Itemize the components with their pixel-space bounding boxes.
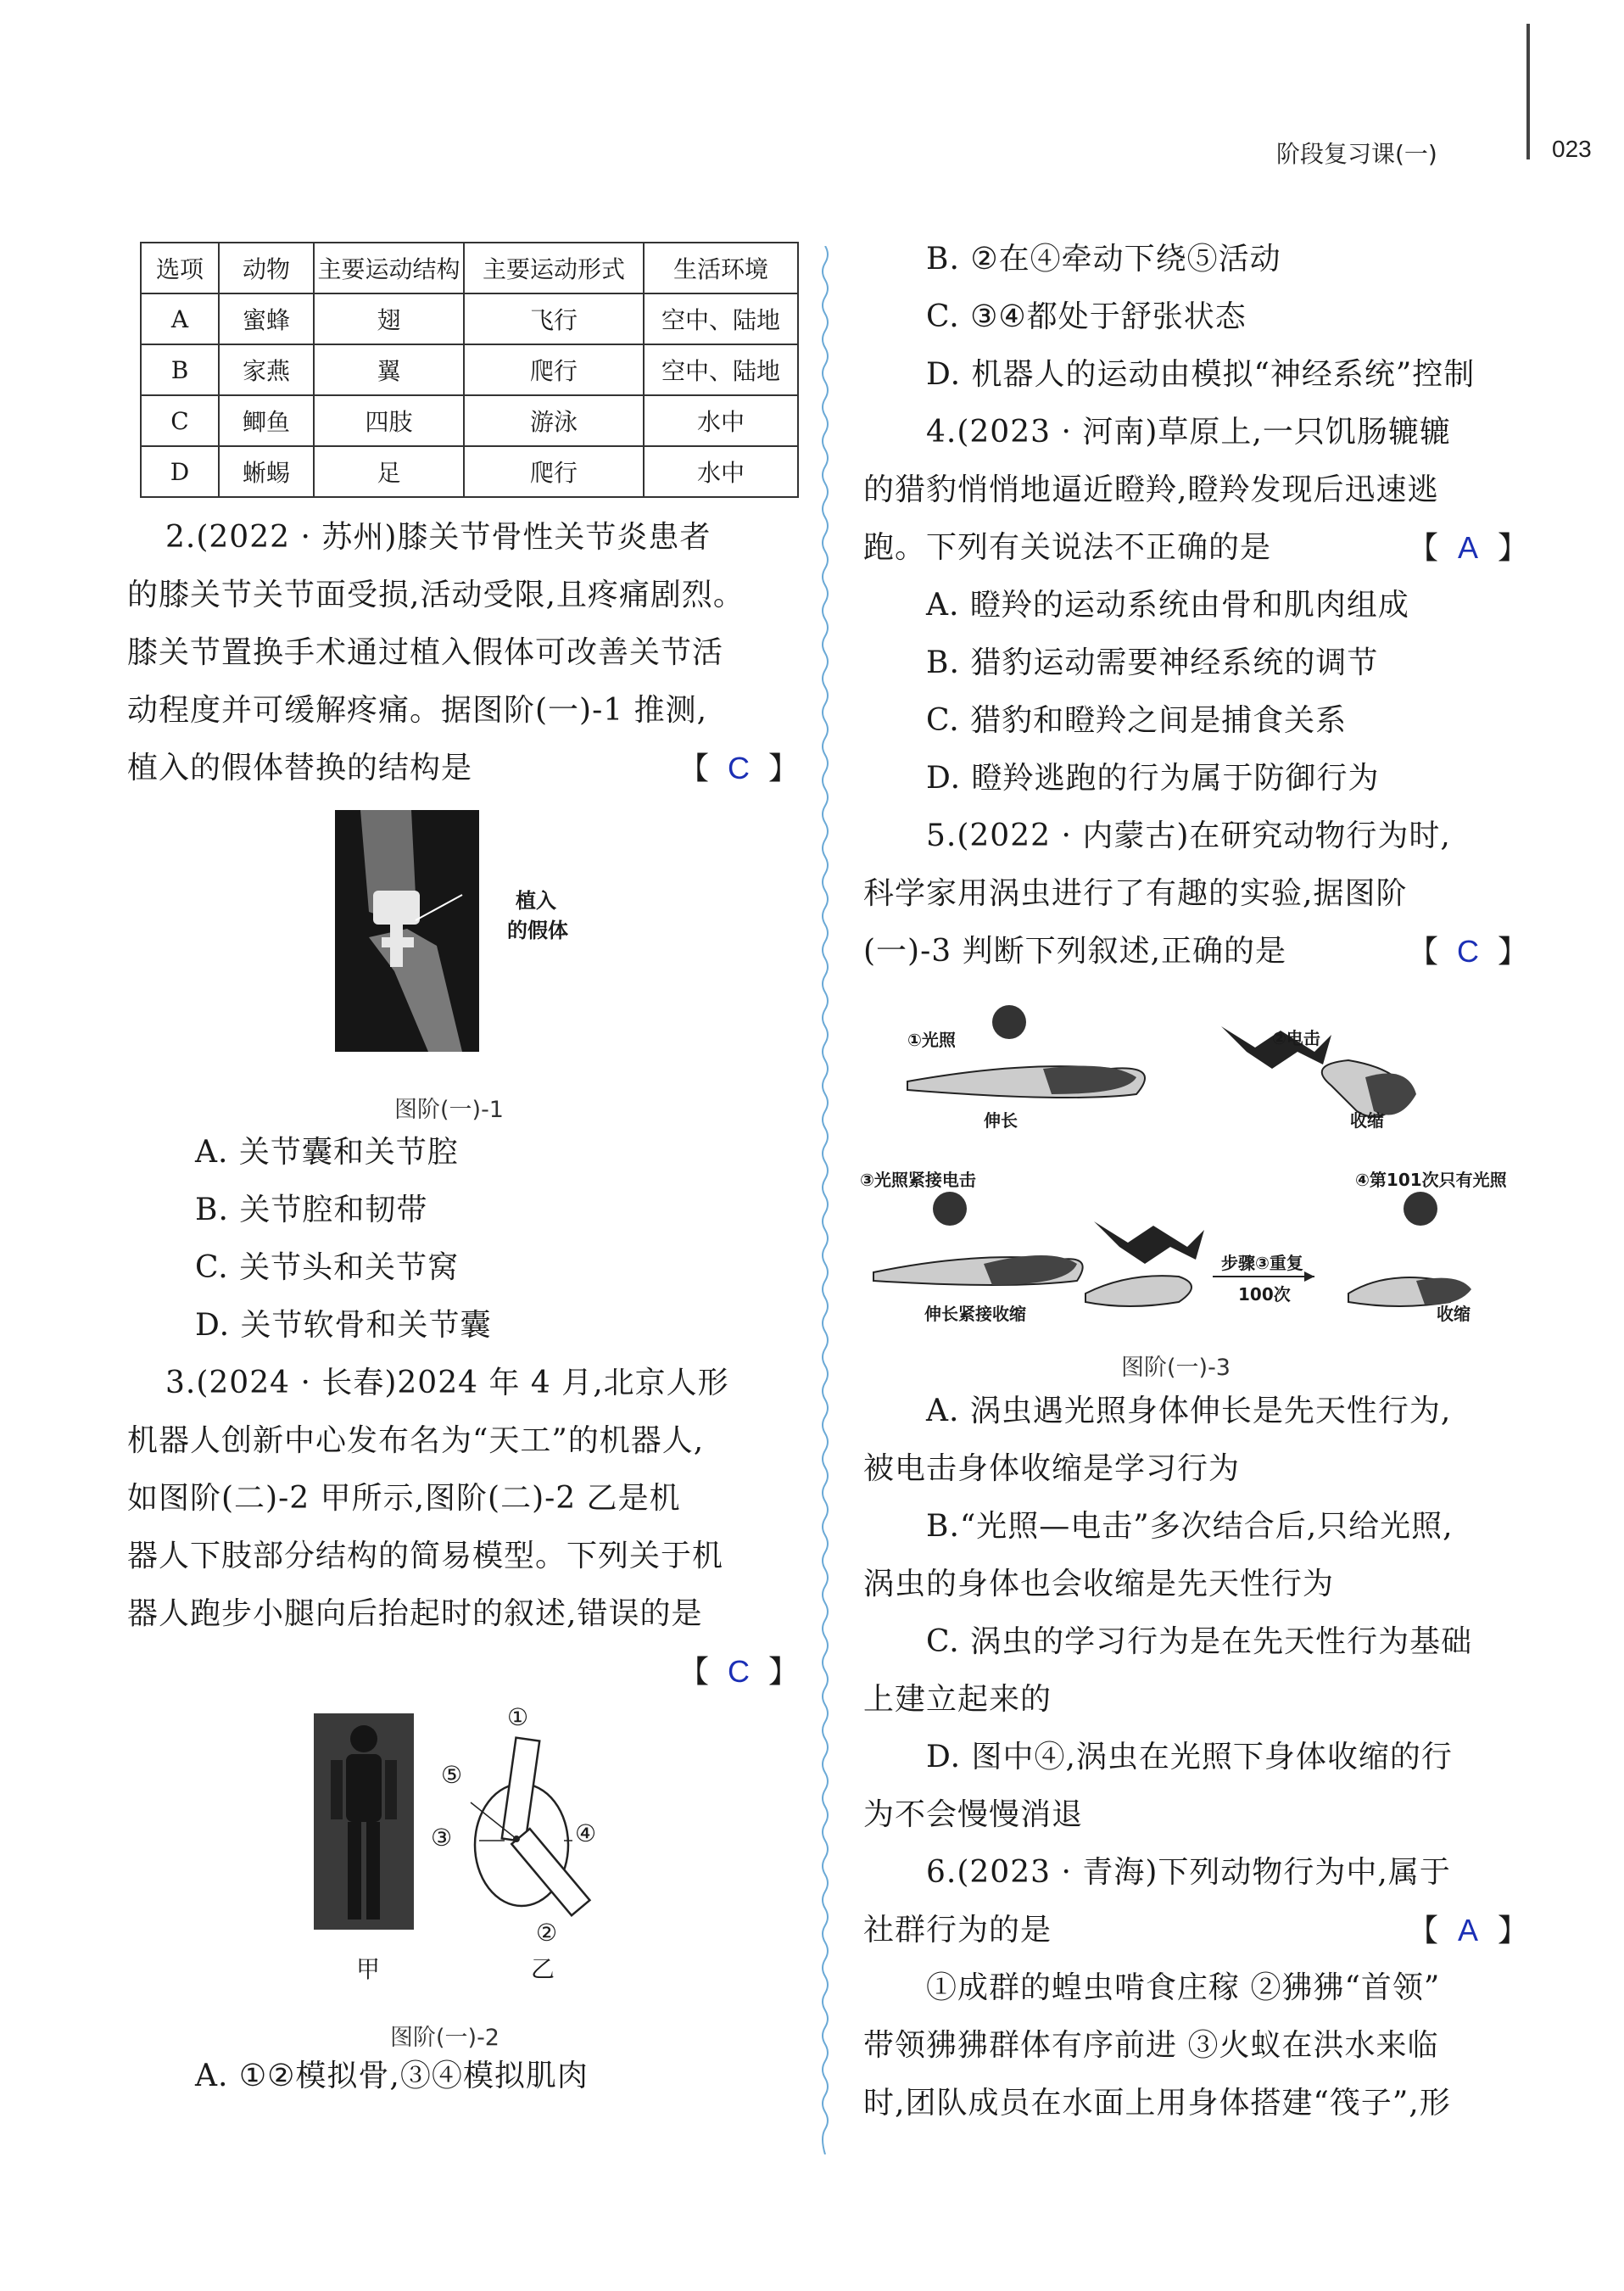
planarian-experiment-diagram: [857, 984, 1518, 1340]
q3-answer-bracket: 【 C 】: [678, 1654, 800, 1690]
q2-line: 膝关节置换手术通过植入假体可改善关节活: [127, 635, 724, 670]
q4-line: 跑。下列有关说法不正确的是: [863, 530, 1272, 565]
q2-option: B. 关节腔和韧带: [195, 1193, 428, 1227]
table-cell: 蜜蜂: [219, 293, 314, 344]
section-title: 阶段复习课(一): [1276, 140, 1437, 168]
table-header-row: [141, 243, 798, 293]
q2-line: 2.(2022 · 苏州)膝关节骨性关节炎患者: [165, 520, 712, 555]
table-header-cell: 生活环境: [644, 243, 798, 293]
q4-option: D. 瞪羚逃跑的行为属于防御行为: [926, 761, 1380, 796]
table-cell: 水中: [644, 446, 798, 497]
step-4-label: ④第101次只有光照: [1355, 1170, 1507, 1190]
q3-option: A. ①②模拟骨,③④模拟肌肉: [195, 2059, 589, 2093]
q2-answer-bracket: 【 C 】: [678, 751, 800, 786]
label-3: ③: [431, 1824, 453, 1852]
q3-option: C. ③④都处于舒张状态: [926, 299, 1247, 334]
times-label: 100次: [1238, 1284, 1291, 1305]
table-header-cell: 动物: [219, 243, 314, 293]
stretch-shrink-label: 伸长紧接收缩: [924, 1304, 1026, 1324]
table-header-cell: 选项: [141, 243, 219, 293]
table-cell: 翼: [314, 344, 464, 395]
q6-answer: A: [1458, 1913, 1479, 1947]
q5-option: 涡虫的身体也会收缩是先天性行为: [863, 1567, 1335, 1601]
q5-line: 科学家用涡虫进行了有趣的实验,据图阶: [863, 876, 1408, 911]
q2-line: 的膝关节关节面受损,活动受限,且疼痛剧烈。: [127, 578, 745, 612]
stretch-label: 伸长: [984, 1110, 1018, 1131]
figure-caption: 图阶(一)-2: [390, 2025, 499, 2051]
q4-option: A. 瞪羚的运动系统由骨和肌肉组成: [926, 588, 1409, 623]
q6-answer-bracket: 【 A 】: [1408, 1913, 1529, 1948]
table-cell: 水中: [644, 395, 798, 446]
q5-answer-bracket: 【 C 】: [1408, 934, 1529, 969]
q5-option: 上建立起来的: [863, 1682, 1052, 1717]
step-2-label: ②电击: [1272, 1028, 1320, 1048]
q6-line: 社群行为的是: [863, 1913, 1052, 1947]
table-cell: D: [141, 446, 219, 497]
q5-option: 为不会慢慢消退: [863, 1797, 1084, 1832]
q2-answer: C: [728, 751, 751, 785]
table-row: [141, 344, 798, 395]
label-4: ④: [575, 1819, 597, 1847]
q5-option: 被电击身体收缩是学习行为: [863, 1451, 1241, 1486]
q6-line: 6.(2023 · 青海)下列动物行为中,属于: [926, 1855, 1451, 1890]
q5-answer: C: [1457, 934, 1480, 969]
header-divider: [1526, 24, 1530, 159]
shrink-label-2: 收缩: [1437, 1304, 1471, 1324]
q4-option: C. 猎豹和瞪羚之间是捕食关系: [926, 703, 1348, 738]
q5-option: B.“光照—电击”多次结合后,只给光照,: [926, 1509, 1454, 1544]
q3-line: 机器人创新中心发布名为“天工”的机器人,: [127, 1423, 705, 1458]
q4-option: B. 猎豹运动需要神经系统的调节: [926, 645, 1379, 680]
knee-xray-image: [335, 810, 479, 1052]
q2-line: 动程度并可缓解疼痛。据图阶(一)-1 推测,: [127, 693, 708, 728]
label-2: ②: [536, 1919, 558, 1947]
table-row: [141, 395, 798, 446]
q3-line: 如图阶(二)-2 甲所示,图阶(二)-2 乙是机: [127, 1481, 681, 1516]
q3-option: B. ②在④牵动下绕⑤活动: [926, 242, 1281, 277]
table-cell: 游泳: [464, 395, 644, 446]
table-cell: B: [141, 344, 219, 395]
q3-answer: C: [728, 1654, 751, 1689]
q6-body: ①成群的蝗虫啃食庄稼 ②狒狒“首领”: [926, 1970, 1441, 2005]
table-cell: 鲫鱼: [219, 395, 314, 446]
q3-line: 器人下肢部分结构的简易模型。下列关于机: [127, 1539, 724, 1573]
q2-line: 植入的假体替换的结构是: [127, 751, 473, 785]
q5-option: C. 涡虫的学习行为是在先天性行为基础: [926, 1624, 1473, 1659]
label-1: ①: [507, 1703, 529, 1731]
table-cell: 翅: [314, 293, 464, 344]
q6-body: 时,团队成员在水面上用身体搭建“筏子”,形: [863, 2086, 1451, 2121]
repeat-label: 步骤③重复: [1221, 1253, 1303, 1273]
q2-option: A. 关节囊和关节腔: [195, 1135, 459, 1170]
q3-option: D. 机器人的运动由模拟“神经系统”控制: [926, 357, 1476, 392]
figure-caption: 图阶(一)-1: [394, 1097, 504, 1123]
table-cell: 飞行: [464, 293, 644, 344]
q4-answer-bracket: 【 A 】: [1408, 530, 1529, 566]
table-cell: 足: [314, 446, 464, 497]
step-3-label: ③光照紧接电击: [860, 1170, 976, 1190]
label-jia: 甲: [356, 1955, 381, 1983]
q3-line: 3.(2024 · 长春)2024 年 4 月,北京人形: [165, 1366, 729, 1400]
implant-label: 植入: [516, 889, 556, 913]
step-1-label: ①光照: [907, 1030, 956, 1050]
implant-label: 的假体: [507, 919, 568, 942]
table-cell: A: [141, 293, 219, 344]
q4-line: 的猎豹悄悄地逼近瞪羚,瞪羚发现后迅速逃: [863, 472, 1439, 507]
q4-line: 4.(2023 · 河南)草原上,一只饥肠辘辘: [926, 415, 1451, 450]
q5-line: (一)-3 判断下列叙述,正确的是: [863, 934, 1287, 969]
table-cell: C: [141, 395, 219, 446]
q2-option: C. 关节头和关节窝: [195, 1250, 460, 1285]
column-divider: [819, 246, 831, 2154]
table-cell: 爬行: [464, 446, 644, 497]
q5-line: 5.(2022 · 内蒙古)在研究动物行为时,: [926, 819, 1451, 853]
table-row: [141, 446, 798, 497]
q3-line: 器人跑步小腿向后抬起时的叙述,错误的是: [127, 1596, 703, 1631]
shrink-label: 收缩: [1350, 1110, 1384, 1131]
table-cell: 爬行: [464, 344, 644, 395]
table-cell: 空中、陆地: [644, 344, 798, 395]
table-cell: 家燕: [219, 344, 314, 395]
q5-option: D. 图中④,涡虫在光照下身体收缩的行: [926, 1740, 1453, 1774]
label-yi: 乙: [531, 1955, 555, 1983]
table-cell: 蜥蜴: [219, 446, 314, 497]
table-header-cell: 主要运动形式: [464, 243, 644, 293]
table-row: [141, 293, 798, 344]
q6-body: 带领狒狒群体有序前进 ③火蚁在洪水来临: [863, 2028, 1439, 2063]
label-5: ⑤: [441, 1761, 463, 1789]
q5-option: A. 涡虫遇光照身体伸长是先天性行为,: [926, 1394, 1452, 1428]
robot-photo: [314, 1713, 414, 1930]
table-header-cell: 主要运动结构: [314, 243, 464, 293]
table-cell: 四肢: [314, 395, 464, 446]
q4-answer: A: [1458, 530, 1479, 565]
page-number: 023: [1552, 136, 1592, 162]
q2-option: D. 关节软骨和关节囊: [195, 1308, 492, 1343]
table-cell: 空中、陆地: [644, 293, 798, 344]
option-table: [140, 242, 799, 498]
figure-caption: 图阶(一)-3: [1121, 1355, 1231, 1381]
